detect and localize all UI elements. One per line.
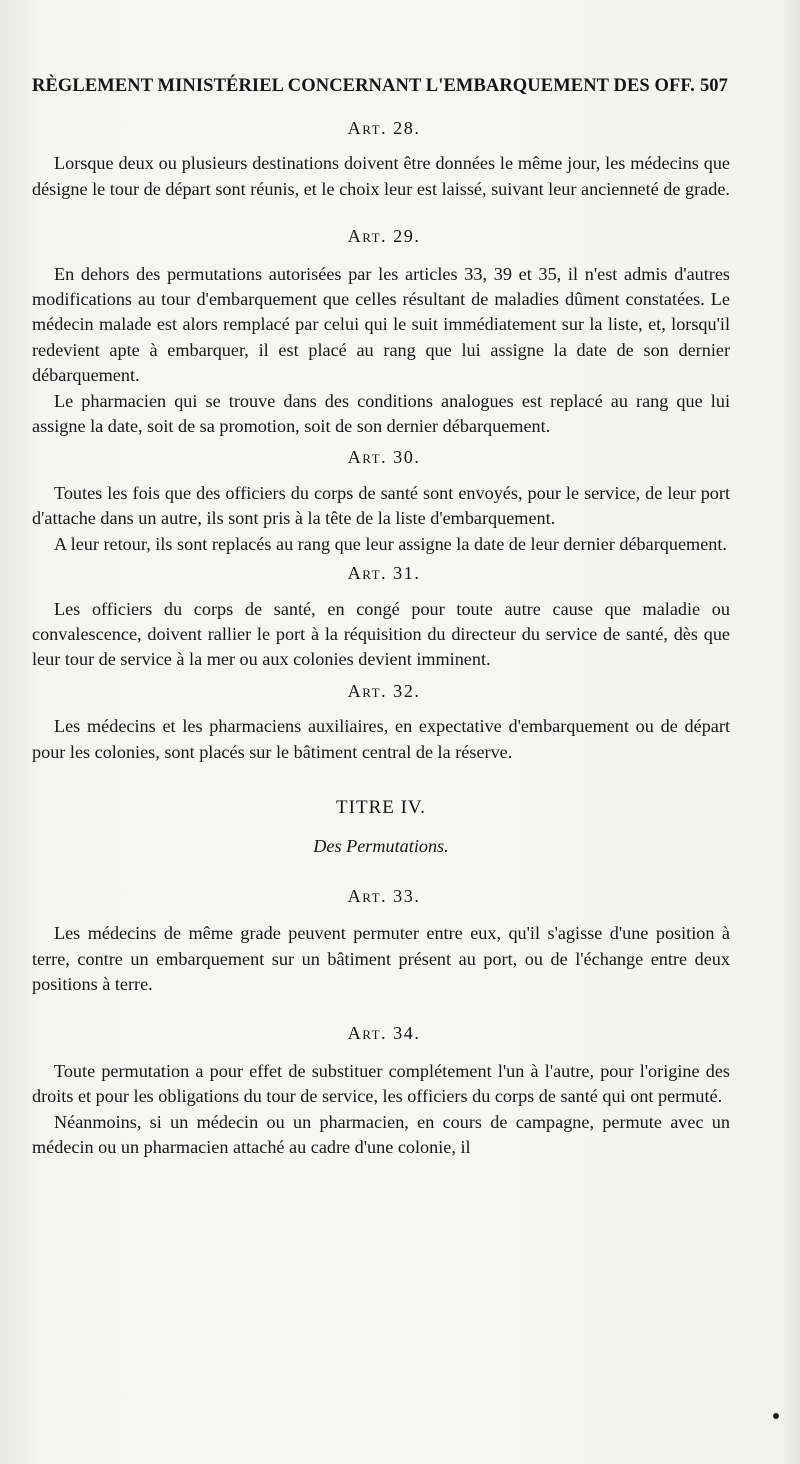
article-heading: Art. 28. (347, 118, 421, 138)
running-title: RÈGLEMENT MINISTÉRIEL CONCERNANT L'EMBARQUEMENT DES OFF. (32, 76, 695, 96)
article-paragraph: Toute permutation a pour effet de substituer complétement l'un à l'autre, pour l'origine des droits et pour les obligations du tour de service, les officiers du corps de santé qui ont permuté. (32, 1060, 730, 1107)
article-paragraph: Néanmoins, si un médecin ou un pharmacien, en cours de campagne, permute avec un médecin ou un pharmacien attaché au cadre d'une colonie, il (32, 1111, 730, 1157)
article-heading: Art. 31. (347, 563, 421, 584)
article-paragraph: En dehors des permutations autorisées par les articles 33, 39 et 35, il n'est admis d'autres modifications au tour d'embarquement que celles résultant de maladies dûment constatées. Le médecin malade est alors remplacé par celui qui le suit immédiatement sur la liste, et, lorsqu'il redevient apte à embarquer, il est placé au rang que lui assigne la date de son dernier débarquement. (32, 263, 730, 386)
article-heading: Art. 34. (347, 1023, 421, 1044)
article-paragraph: Toutes les fois que des officiers du corps de santé sont envoyés, pour le service, de leur port d'attache dans un autre, ils sont pris à la tête de la liste d'embarquement. (32, 482, 730, 529)
page-body (32, 116, 730, 1160)
article-paragraph: Lorsque deux ou plusieurs destinations doivent être données le même jour, les médecins que désigne le tour de départ sont réunis, et le choix leur est laissé, suivant leur ancienneté de grade. (32, 153, 730, 199)
article-paragraph: Les médecins et les pharmaciens auxiliaires, en expectative d'embarquement ou de départ pour les colonies, sont placés sur le bâtiment central de la réserve. (32, 716, 730, 762)
page-header (32, 76, 736, 106)
article-paragraph: A leur retour, ils sont replacés au rang que leur assigne la date de leur dernier débarquement. (54, 533, 727, 554)
article-heading: Art. 33. (347, 885, 421, 906)
article-paragraph: Le pharmacien qui se trouve dans des conditions analogues est replacé au rang que lui assigne la date, soit de sa promotion, soit de son dernier débarquement. (32, 390, 730, 437)
article-paragraph: Les médecins de même grade peuvent permuter entre eux, qu'il s'agisse d'une position à terre, contre un embarquement sur un bâtiment présent au port, ou de l'échange entre deux positions à terre. (32, 923, 730, 994)
titre-subtitle: Des Permutations. (313, 836, 449, 857)
article-heading: Art. 29. (347, 226, 421, 247)
titre-heading: TITRE IV. (336, 796, 426, 818)
article-heading: Art. 30. (347, 447, 421, 468)
article-paragraph: Les officiers du corps de santé, en congé pour toute autre cause que maladie ou convalescence, doivent rallier le port à la réquisition du directeur du service de santé, dès que leur tour de service à la mer ou aux colonies devient imminent. (32, 598, 730, 670)
article-heading: Art. 32. (347, 680, 421, 701)
ink-dot (773, 1413, 779, 1419)
page-number: 507 (699, 76, 728, 96)
